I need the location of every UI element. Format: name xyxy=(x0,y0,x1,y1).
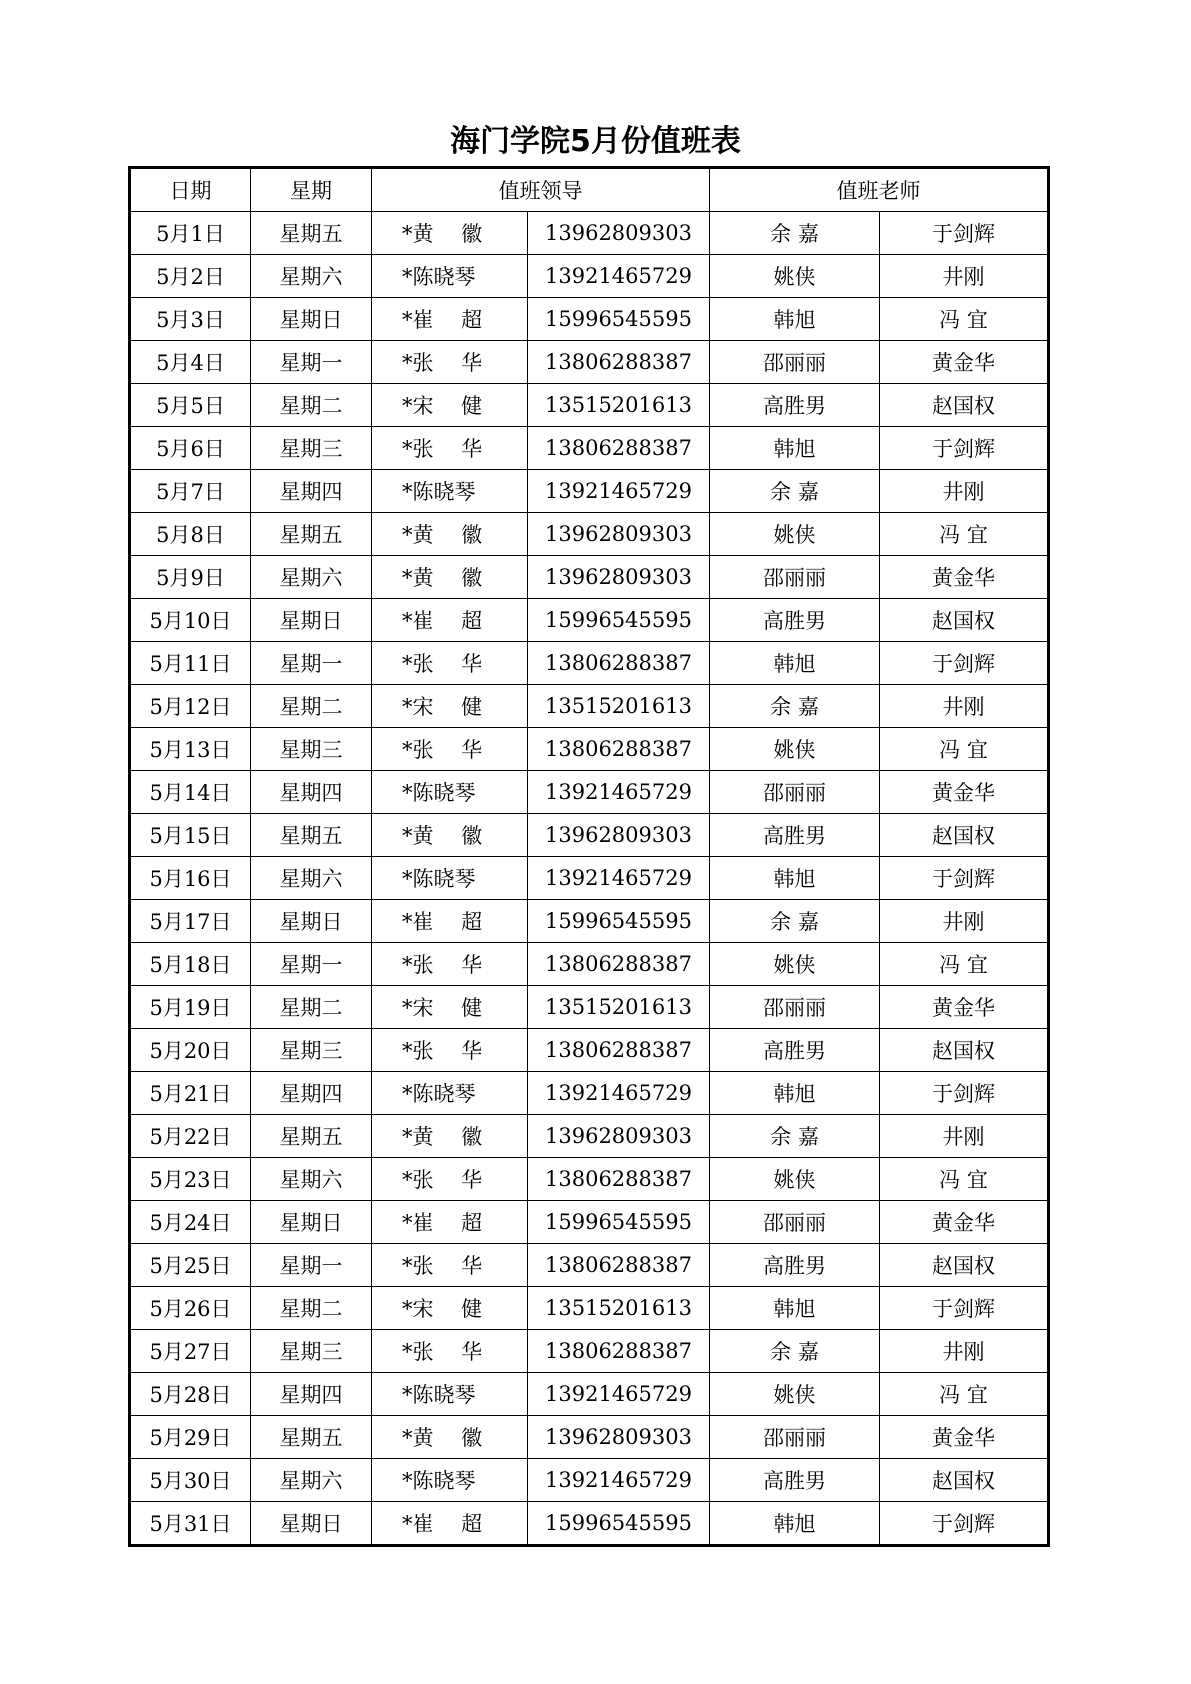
table-row xyxy=(130,943,1049,986)
cell-weekday: 星期三 xyxy=(251,728,372,771)
table-row xyxy=(130,1115,1049,1158)
table-row xyxy=(130,986,1049,1029)
cell-teacher-2: 黄金华 xyxy=(880,341,1049,384)
cell-phone: 13806288387 xyxy=(528,1244,710,1287)
cell-teacher-1: 邵丽丽 xyxy=(710,1416,880,1459)
table-row xyxy=(130,900,1049,943)
table-row xyxy=(130,556,1049,599)
cell-phone: 13806288387 xyxy=(528,1029,710,1072)
cell-date: 5月22日 xyxy=(130,1115,251,1158)
cell-teacher-2: 冯 宜 xyxy=(880,1158,1049,1201)
cell-teacher-2: 赵国权 xyxy=(880,1029,1049,1072)
cell-teacher-2: 井刚 xyxy=(880,255,1049,298)
cell-phone: 13806288387 xyxy=(528,728,710,771)
cell-teacher-1: 韩旭 xyxy=(710,1287,880,1330)
cell-leader: *黄 徽 xyxy=(372,1416,528,1459)
cell-teacher-2: 于剑辉 xyxy=(880,857,1049,900)
cell-teacher-1: 姚侠 xyxy=(710,943,880,986)
cell-weekday: 星期六 xyxy=(251,1459,372,1502)
table-row xyxy=(130,1502,1049,1546)
cell-date: 5月24日 xyxy=(130,1201,251,1244)
cell-leader: *张 华 xyxy=(372,642,528,685)
table-row xyxy=(130,427,1049,470)
cell-phone: 13921465729 xyxy=(528,771,710,814)
cell-teacher-1: 韩旭 xyxy=(710,1502,880,1546)
cell-teacher-1: 高胜男 xyxy=(710,599,880,642)
cell-teacher-2: 于剑辉 xyxy=(880,642,1049,685)
cell-date: 5月9日 xyxy=(130,556,251,599)
cell-weekday: 星期五 xyxy=(251,212,372,255)
cell-phone: 15996545595 xyxy=(528,599,710,642)
cell-phone: 13515201613 xyxy=(528,685,710,728)
cell-date: 5月14日 xyxy=(130,771,251,814)
cell-weekday: 星期三 xyxy=(251,427,372,470)
table-row xyxy=(130,1416,1049,1459)
cell-leader: *黄 徽 xyxy=(372,1115,528,1158)
cell-teacher-1: 余 嘉 xyxy=(710,470,880,513)
cell-phone: 13806288387 xyxy=(528,1330,710,1373)
cell-leader: *张 华 xyxy=(372,1330,528,1373)
cell-teacher-1: 高胜男 xyxy=(710,1244,880,1287)
cell-date: 5月23日 xyxy=(130,1158,251,1201)
cell-leader: *张 华 xyxy=(372,728,528,771)
page-title: 海门学院5月份值班表 xyxy=(450,124,741,159)
cell-date: 5月15日 xyxy=(130,814,251,857)
cell-teacher-2: 冯 宜 xyxy=(880,1373,1049,1416)
cell-phone: 13806288387 xyxy=(528,943,710,986)
cell-phone: 13962809303 xyxy=(528,556,710,599)
cell-weekday: 星期一 xyxy=(251,341,372,384)
cell-leader: *崔 超 xyxy=(372,1201,528,1244)
cell-teacher-2: 赵国权 xyxy=(880,1459,1049,1502)
cell-date: 5月18日 xyxy=(130,943,251,986)
cell-teacher-1: 邵丽丽 xyxy=(710,341,880,384)
cell-phone: 13515201613 xyxy=(528,1287,710,1330)
cell-phone: 13515201613 xyxy=(528,384,710,427)
cell-weekday: 星期四 xyxy=(251,771,372,814)
table-row xyxy=(130,341,1049,384)
cell-leader: *陈晓琴 xyxy=(372,470,528,513)
cell-teacher-1: 高胜男 xyxy=(710,1029,880,1072)
table-row xyxy=(130,513,1049,556)
cell-teacher-1: 余 嘉 xyxy=(710,1330,880,1373)
cell-teacher-2: 冯 宜 xyxy=(880,728,1049,771)
cell-date: 5月20日 xyxy=(130,1029,251,1072)
cell-teacher-2: 黄金华 xyxy=(880,771,1049,814)
cell-leader: *崔 超 xyxy=(372,1502,528,1546)
table-row xyxy=(130,1201,1049,1244)
cell-weekday: 星期四 xyxy=(251,470,372,513)
cell-date: 5月29日 xyxy=(130,1416,251,1459)
cell-leader: *张 华 xyxy=(372,341,528,384)
cell-teacher-2: 黄金华 xyxy=(880,1201,1049,1244)
cell-date: 5月1日 xyxy=(130,212,251,255)
cell-weekday: 星期三 xyxy=(251,1330,372,1373)
cell-phone: 13921465729 xyxy=(528,1072,710,1115)
cell-teacher-1: 韩旭 xyxy=(710,857,880,900)
cell-teacher-1: 姚侠 xyxy=(710,513,880,556)
cell-date: 5月10日 xyxy=(130,599,251,642)
cell-weekday: 星期五 xyxy=(251,1416,372,1459)
table-row xyxy=(130,1330,1049,1373)
cell-leader: *张 华 xyxy=(372,1029,528,1072)
cell-date: 5月19日 xyxy=(130,986,251,1029)
cell-weekday: 星期五 xyxy=(251,814,372,857)
cell-teacher-2: 冯 宜 xyxy=(880,298,1049,341)
cell-teacher-1: 邵丽丽 xyxy=(710,986,880,1029)
cell-teacher-1: 姚侠 xyxy=(710,728,880,771)
table-row xyxy=(130,255,1049,298)
table-row xyxy=(130,1459,1049,1502)
cell-phone: 13921465729 xyxy=(528,1459,710,1502)
cell-teacher-1: 高胜男 xyxy=(710,1459,880,1502)
cell-leader: *张 华 xyxy=(372,1244,528,1287)
cell-date: 5月21日 xyxy=(130,1072,251,1115)
cell-teacher-2: 黄金华 xyxy=(880,986,1049,1029)
cell-teacher-1: 韩旭 xyxy=(710,427,880,470)
cell-weekday: 星期一 xyxy=(251,1244,372,1287)
cell-teacher-2: 黄金华 xyxy=(880,1416,1049,1459)
cell-weekday: 星期二 xyxy=(251,685,372,728)
cell-phone: 15996545595 xyxy=(528,1502,710,1546)
cell-leader: *宋 健 xyxy=(372,986,528,1029)
cell-teacher-1: 韩旭 xyxy=(710,1072,880,1115)
cell-leader: *张 华 xyxy=(372,1158,528,1201)
cell-phone: 13806288387 xyxy=(528,1158,710,1201)
cell-weekday: 星期一 xyxy=(251,642,372,685)
cell-date: 5月25日 xyxy=(130,1244,251,1287)
table-row xyxy=(130,384,1049,427)
cell-date: 5月6日 xyxy=(130,427,251,470)
cell-phone: 13806288387 xyxy=(528,427,710,470)
cell-leader: *张 华 xyxy=(372,943,528,986)
table-row xyxy=(130,814,1049,857)
cell-teacher-2: 井刚 xyxy=(880,1330,1049,1373)
cell-date: 5月16日 xyxy=(130,857,251,900)
cell-weekday: 星期四 xyxy=(251,1072,372,1115)
cell-teacher-1: 邵丽丽 xyxy=(710,771,880,814)
cell-weekday: 星期二 xyxy=(251,986,372,1029)
cell-date: 5月7日 xyxy=(130,470,251,513)
cell-date: 5月3日 xyxy=(130,298,251,341)
cell-leader: *陈晓琴 xyxy=(372,1072,528,1115)
header-weekday: 星期 xyxy=(251,168,372,212)
cell-teacher-2: 冯 宜 xyxy=(880,943,1049,986)
cell-weekday: 星期日 xyxy=(251,599,372,642)
cell-phone: 13515201613 xyxy=(528,986,710,1029)
cell-leader: *黄 徽 xyxy=(372,556,528,599)
cell-weekday: 星期六 xyxy=(251,1158,372,1201)
cell-leader: *宋 健 xyxy=(372,384,528,427)
cell-weekday: 星期六 xyxy=(251,255,372,298)
table-row xyxy=(130,1072,1049,1115)
table-row xyxy=(130,685,1049,728)
cell-phone: 13921465729 xyxy=(528,470,710,513)
cell-teacher-1: 余 嘉 xyxy=(710,685,880,728)
cell-leader: *陈晓琴 xyxy=(372,255,528,298)
cell-weekday: 星期日 xyxy=(251,900,372,943)
header-date: 日期 xyxy=(130,168,251,212)
cell-teacher-1: 高胜男 xyxy=(710,384,880,427)
cell-date: 5月13日 xyxy=(130,728,251,771)
cell-teacher-2: 于剑辉 xyxy=(880,1072,1049,1115)
cell-teacher-2: 于剑辉 xyxy=(880,212,1049,255)
cell-teacher-2: 于剑辉 xyxy=(880,1502,1049,1546)
cell-date: 5月5日 xyxy=(130,384,251,427)
cell-weekday: 星期六 xyxy=(251,556,372,599)
cell-teacher-1: 姚侠 xyxy=(710,1158,880,1201)
table-row xyxy=(130,1287,1049,1330)
cell-weekday: 星期日 xyxy=(251,1502,372,1546)
cell-date: 5月27日 xyxy=(130,1330,251,1373)
cell-leader: *陈晓琴 xyxy=(372,771,528,814)
table-row xyxy=(130,212,1049,255)
cell-teacher-2: 冯 宜 xyxy=(880,513,1049,556)
cell-teacher-2: 黄金华 xyxy=(880,556,1049,599)
cell-teacher-2: 赵国权 xyxy=(880,599,1049,642)
cell-teacher-1: 韩旭 xyxy=(710,298,880,341)
table-row xyxy=(130,728,1049,771)
cell-date: 5月2日 xyxy=(130,255,251,298)
cell-phone: 13962809303 xyxy=(528,814,710,857)
cell-date: 5月30日 xyxy=(130,1459,251,1502)
cell-teacher-2: 井刚 xyxy=(880,1115,1049,1158)
cell-weekday: 星期一 xyxy=(251,943,372,986)
cell-teacher-1: 高胜男 xyxy=(710,814,880,857)
table-row xyxy=(130,1158,1049,1201)
cell-teacher-1: 余 嘉 xyxy=(710,212,880,255)
cell-weekday: 星期日 xyxy=(251,1201,372,1244)
cell-teacher-2: 井刚 xyxy=(880,685,1049,728)
cell-date: 5月4日 xyxy=(130,341,251,384)
table-row xyxy=(130,1029,1049,1072)
cell-phone: 13962809303 xyxy=(528,1416,710,1459)
cell-date: 5月28日 xyxy=(130,1373,251,1416)
cell-phone: 13806288387 xyxy=(528,642,710,685)
cell-teacher-1: 邵丽丽 xyxy=(710,556,880,599)
cell-weekday: 星期日 xyxy=(251,298,372,341)
cell-leader: *黄 徽 xyxy=(372,513,528,556)
cell-leader: *黄 徽 xyxy=(372,814,528,857)
cell-leader: *宋 健 xyxy=(372,685,528,728)
header-row xyxy=(130,168,1049,212)
duty-table xyxy=(128,166,1050,1547)
cell-weekday: 星期五 xyxy=(251,513,372,556)
cell-date: 5月31日 xyxy=(130,1502,251,1546)
cell-teacher-1: 韩旭 xyxy=(710,642,880,685)
cell-weekday: 星期二 xyxy=(251,1287,372,1330)
cell-phone: 15996545595 xyxy=(528,298,710,341)
cell-teacher-1: 邵丽丽 xyxy=(710,1201,880,1244)
table-row xyxy=(130,857,1049,900)
cell-weekday: 星期四 xyxy=(251,1373,372,1416)
header-leader: 值班领导 xyxy=(372,168,710,212)
cell-leader: *陈晓琴 xyxy=(372,1459,528,1502)
cell-leader: *黄 徽 xyxy=(372,212,528,255)
table-row xyxy=(130,642,1049,685)
cell-date: 5月8日 xyxy=(130,513,251,556)
cell-phone: 13962809303 xyxy=(528,212,710,255)
table-row xyxy=(130,771,1049,814)
cell-weekday: 星期二 xyxy=(251,384,372,427)
cell-date: 5月11日 xyxy=(130,642,251,685)
cell-leader: *崔 超 xyxy=(372,599,528,642)
cell-phone: 13921465729 xyxy=(528,1373,710,1416)
cell-phone: 13921465729 xyxy=(528,255,710,298)
cell-teacher-2: 赵国权 xyxy=(880,1244,1049,1287)
cell-leader: *陈晓琴 xyxy=(372,857,528,900)
cell-teacher-1: 姚侠 xyxy=(710,1373,880,1416)
cell-weekday: 星期五 xyxy=(251,1115,372,1158)
cell-teacher-2: 井刚 xyxy=(880,470,1049,513)
table-row xyxy=(130,298,1049,341)
cell-leader: *陈晓琴 xyxy=(372,1373,528,1416)
cell-date: 5月17日 xyxy=(130,900,251,943)
cell-leader: *张 华 xyxy=(372,427,528,470)
cell-leader: *宋 健 xyxy=(372,1287,528,1330)
cell-teacher-2: 赵国权 xyxy=(880,814,1049,857)
cell-phone: 13962809303 xyxy=(528,513,710,556)
cell-teacher-2: 井刚 xyxy=(880,900,1049,943)
cell-teacher-1: 余 嘉 xyxy=(710,1115,880,1158)
cell-weekday: 星期三 xyxy=(251,1029,372,1072)
cell-leader: *崔 超 xyxy=(372,900,528,943)
header-teachers: 值班老师 xyxy=(710,168,1049,212)
cell-phone: 13962809303 xyxy=(528,1115,710,1158)
table-row xyxy=(130,1244,1049,1287)
cell-teacher-2: 赵国权 xyxy=(880,384,1049,427)
cell-phone: 13921465729 xyxy=(528,857,710,900)
cell-date: 5月26日 xyxy=(130,1287,251,1330)
cell-teacher-2: 于剑辉 xyxy=(880,1287,1049,1330)
table-row xyxy=(130,599,1049,642)
cell-leader: *崔 超 xyxy=(372,298,528,341)
cell-date: 5月12日 xyxy=(130,685,251,728)
cell-teacher-1: 姚侠 xyxy=(710,255,880,298)
cell-phone: 13806288387 xyxy=(528,341,710,384)
cell-weekday: 星期六 xyxy=(251,857,372,900)
cell-teacher-1: 余 嘉 xyxy=(710,900,880,943)
table-row xyxy=(130,1373,1049,1416)
cell-teacher-2: 于剑辉 xyxy=(880,427,1049,470)
cell-phone: 15996545595 xyxy=(528,1201,710,1244)
cell-phone: 15996545595 xyxy=(528,900,710,943)
table-row xyxy=(130,470,1049,513)
